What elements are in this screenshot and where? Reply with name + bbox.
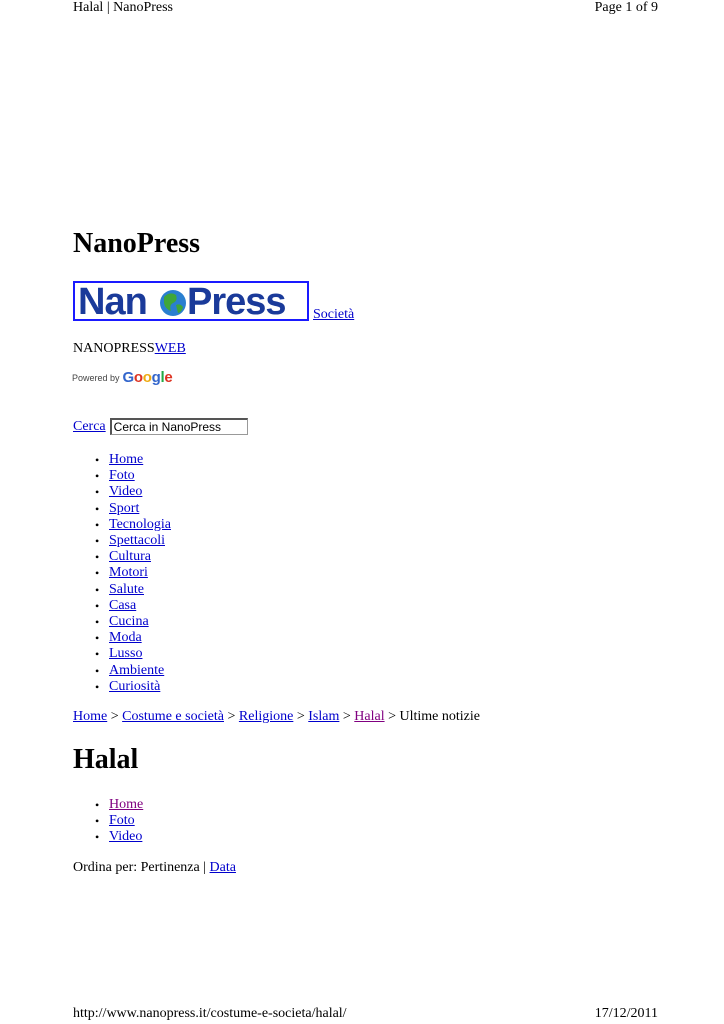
- nanopress-web-line: [73, 341, 186, 357]
- logo-graphic: [76, 283, 306, 319]
- sort-by-date-link[interactable]: Data: [209, 860, 236, 875]
- section-link-societa[interactable]: Società: [313, 307, 355, 322]
- nav-item-curiosita: [109, 679, 171, 695]
- main-nav: [73, 452, 171, 695]
- nav-item-foto: [109, 468, 171, 484]
- nav-item-spettacoli: [109, 533, 171, 549]
- nav-link-cultura[interactable]: Cultura: [109, 549, 151, 565]
- breadcrumb-religione[interactable]: Religione: [238, 709, 294, 724]
- nav-item-video: [109, 484, 171, 500]
- print-header-title: Halal | NanoPress: [73, 0, 174, 15]
- nanopress-logo[interactable]: [73, 281, 309, 321]
- nav-item-motori: [109, 565, 171, 581]
- nav-item-tecnologia: [109, 517, 171, 533]
- breadcrumb-home[interactable]: Home: [73, 709, 108, 724]
- breadcrumb-separator: >: [342, 709, 351, 724]
- nav-link-moda[interactable]: Moda: [109, 630, 142, 646]
- nav-link-ambiente[interactable]: Ambiente: [109, 662, 165, 678]
- section-nav: [73, 797, 143, 846]
- breadcrumb: [73, 709, 480, 725]
- powered-by-label: Powered by: [72, 373, 120, 383]
- nav-link-curiosita[interactable]: Curiosità: [109, 678, 161, 694]
- nav-link-sport[interactable]: Sport: [109, 500, 140, 516]
- print-header-page-number: Page 1 of 9: [594, 0, 658, 15]
- nav-link-cucina[interactable]: Cucina: [109, 614, 149, 630]
- breadcrumb-current: Ultime notizie: [399, 709, 480, 724]
- nav-item-cultura: [109, 549, 171, 565]
- nav-item-salute: [109, 582, 171, 598]
- section-nav-link-foto[interactable]: Foto: [109, 813, 135, 829]
- web-prefix: NANOPRESS: [73, 341, 155, 356]
- breadcrumb-separator: >: [110, 709, 119, 724]
- nav-item-moda: [109, 630, 171, 646]
- nav-item-sport: [109, 501, 171, 517]
- nav-item-lusso: [109, 646, 171, 662]
- search-link[interactable]: Cerca: [73, 418, 106, 434]
- print-footer-url: http://www.nanopress.it/costume-e-societa/halal/: [73, 1006, 347, 1021]
- sort-label: Ordina per: Pertinenza |: [73, 860, 207, 875]
- breadcrumb-islam[interactable]: Islam: [308, 709, 340, 724]
- breadcrumb-separator: >: [296, 709, 305, 724]
- breadcrumb-costume-e-societa[interactable]: Costume e società: [122, 709, 224, 724]
- nav-link-salute[interactable]: Salute: [109, 581, 144, 597]
- nav-link-video[interactable]: Video: [109, 484, 143, 500]
- nav-item-home: [109, 452, 171, 468]
- nav-link-casa[interactable]: Casa: [109, 597, 137, 613]
- nav-link-spettacoli[interactable]: Spettacoli: [109, 533, 165, 549]
- sort-options: [73, 860, 236, 876]
- page-title: Halal: [73, 744, 139, 775]
- powered-by-google: [72, 369, 172, 386]
- section-nav-link-home[interactable]: Home: [109, 797, 144, 812]
- google-logo: Google: [122, 369, 173, 386]
- svg-text:Nan: Nan: [78, 283, 147, 319]
- nav-item-cucina: [109, 614, 171, 630]
- nav-item-ambiente: [109, 663, 171, 679]
- section-nav-link-video[interactable]: Video: [109, 829, 143, 845]
- breadcrumb-halal[interactable]: Halal: [354, 709, 385, 724]
- search-input[interactable]: [110, 418, 248, 435]
- nav-link-tecnologia[interactable]: Tecnologia: [109, 516, 171, 532]
- nav-link-motori[interactable]: Motori: [109, 565, 148, 581]
- logo-row: [73, 281, 354, 321]
- svg-text:Press: Press: [187, 283, 286, 319]
- nav-link-lusso[interactable]: Lusso: [109, 646, 143, 662]
- site-title: NanoPress: [73, 228, 201, 259]
- breadcrumb-separator: >: [388, 709, 396, 724]
- nav-item-casa: [109, 598, 171, 614]
- section-nav-item-video: [109, 829, 143, 845]
- section-nav-item-foto: [109, 813, 143, 829]
- print-footer-date: 17/12/2011: [594, 1006, 658, 1021]
- search-form: [73, 418, 248, 435]
- nav-link-home[interactable]: Home: [109, 452, 144, 467]
- breadcrumb-separator: >: [227, 709, 236, 724]
- section-nav-item-home: [109, 797, 143, 813]
- web-link[interactable]: WEB: [154, 341, 186, 356]
- nav-link-foto[interactable]: Foto: [109, 468, 135, 484]
